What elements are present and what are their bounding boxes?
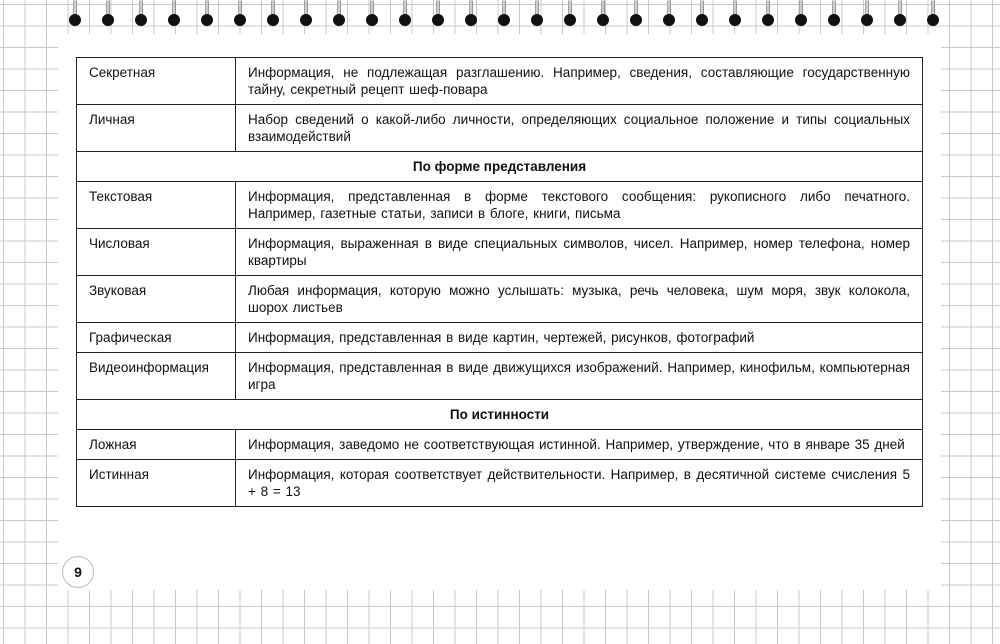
term-cell: Ложная <box>77 430 236 460</box>
section-header-row <box>77 400 923 430</box>
binding-ring <box>596 0 610 30</box>
binding-ring <box>629 0 643 30</box>
description-cell: Информация, заведомо не соответствующая истинной. Например, утверждение, что в январе 35 дней <box>236 430 923 460</box>
description-cell: Информация, которая соответствует действительности. Например, в десятичной системе счисления 5 + 8 = 13 <box>236 460 923 507</box>
binding-ring <box>860 0 874 30</box>
section-header-row <box>77 152 923 182</box>
binding-ring <box>101 0 115 30</box>
binding-ring <box>68 0 82 30</box>
binding-ring <box>200 0 214 30</box>
term-cell: Личная <box>77 105 236 152</box>
binding-ring <box>398 0 412 30</box>
binding-ring <box>134 0 148 30</box>
binding-ring <box>464 0 478 30</box>
binding-ring <box>893 0 907 30</box>
table-row <box>77 276 923 323</box>
term-cell: Видеоинформация <box>77 353 236 400</box>
binding-ring <box>530 0 544 30</box>
term-cell: Числовая <box>77 229 236 276</box>
binding-ring <box>431 0 445 30</box>
description-cell: Информация, не подлежащая разглашению. Например, сведения, составляющие государственную тайну, секретный рецепт шеф-повара <box>236 58 923 105</box>
binding-ring <box>563 0 577 30</box>
description-cell: Любая информация, которую можно услышать: музыка, речь человека, шум моря, звук колокола, шорох листьев <box>236 276 923 323</box>
binding-ring <box>827 0 841 30</box>
table-row <box>77 430 923 460</box>
binding-ring <box>233 0 247 30</box>
term-cell: Звуковая <box>77 276 236 323</box>
info-types-table <box>76 57 923 507</box>
binding-ring <box>695 0 709 30</box>
description-cell: Набор сведений о какой-либо личности, определяющих социальное положение и типы социальных взаимодействий <box>236 105 923 152</box>
term-cell: Истинная <box>77 460 236 507</box>
term-cell: Секретная <box>77 58 236 105</box>
binding-ring <box>332 0 346 30</box>
binding-ring <box>365 0 379 30</box>
description-cell: Информация, представленная в виде движущихся изображений. Например, кинофильм, компьютерная игра <box>236 353 923 400</box>
table-row <box>77 460 923 507</box>
description-cell: Информация, представленная в виде картин, чертежей, рисунков, фотографий <box>236 323 923 353</box>
binding-ring <box>299 0 313 30</box>
binding-ring <box>167 0 181 30</box>
binding-ring <box>662 0 676 30</box>
description-cell: Информация, представленная в форме текстового сообщения: рукописного либо печатного. Например, газетные статьи, записи в блоге, книги, письма <box>236 182 923 229</box>
table-row <box>77 353 923 400</box>
spiral-binding <box>0 0 1000 40</box>
binding-ring <box>266 0 280 30</box>
binding-ring <box>761 0 775 30</box>
description-cell: Информация, выраженная в виде специальных символов, чисел. Например, номер телефона, номер квартиры <box>236 229 923 276</box>
table-row <box>77 323 923 353</box>
section-header: По истинности <box>77 400 923 430</box>
term-cell: Текстовая <box>77 182 236 229</box>
binding-ring <box>728 0 742 30</box>
binding-ring <box>926 0 940 30</box>
table-row <box>77 58 923 105</box>
term-cell: Графическая <box>77 323 236 353</box>
table-row <box>77 229 923 276</box>
table-row <box>77 105 923 152</box>
binding-ring <box>794 0 808 30</box>
section-header: По форме представления <box>77 152 923 182</box>
page-number: 9 <box>62 556 94 588</box>
table-row <box>77 182 923 229</box>
binding-ring <box>497 0 511 30</box>
